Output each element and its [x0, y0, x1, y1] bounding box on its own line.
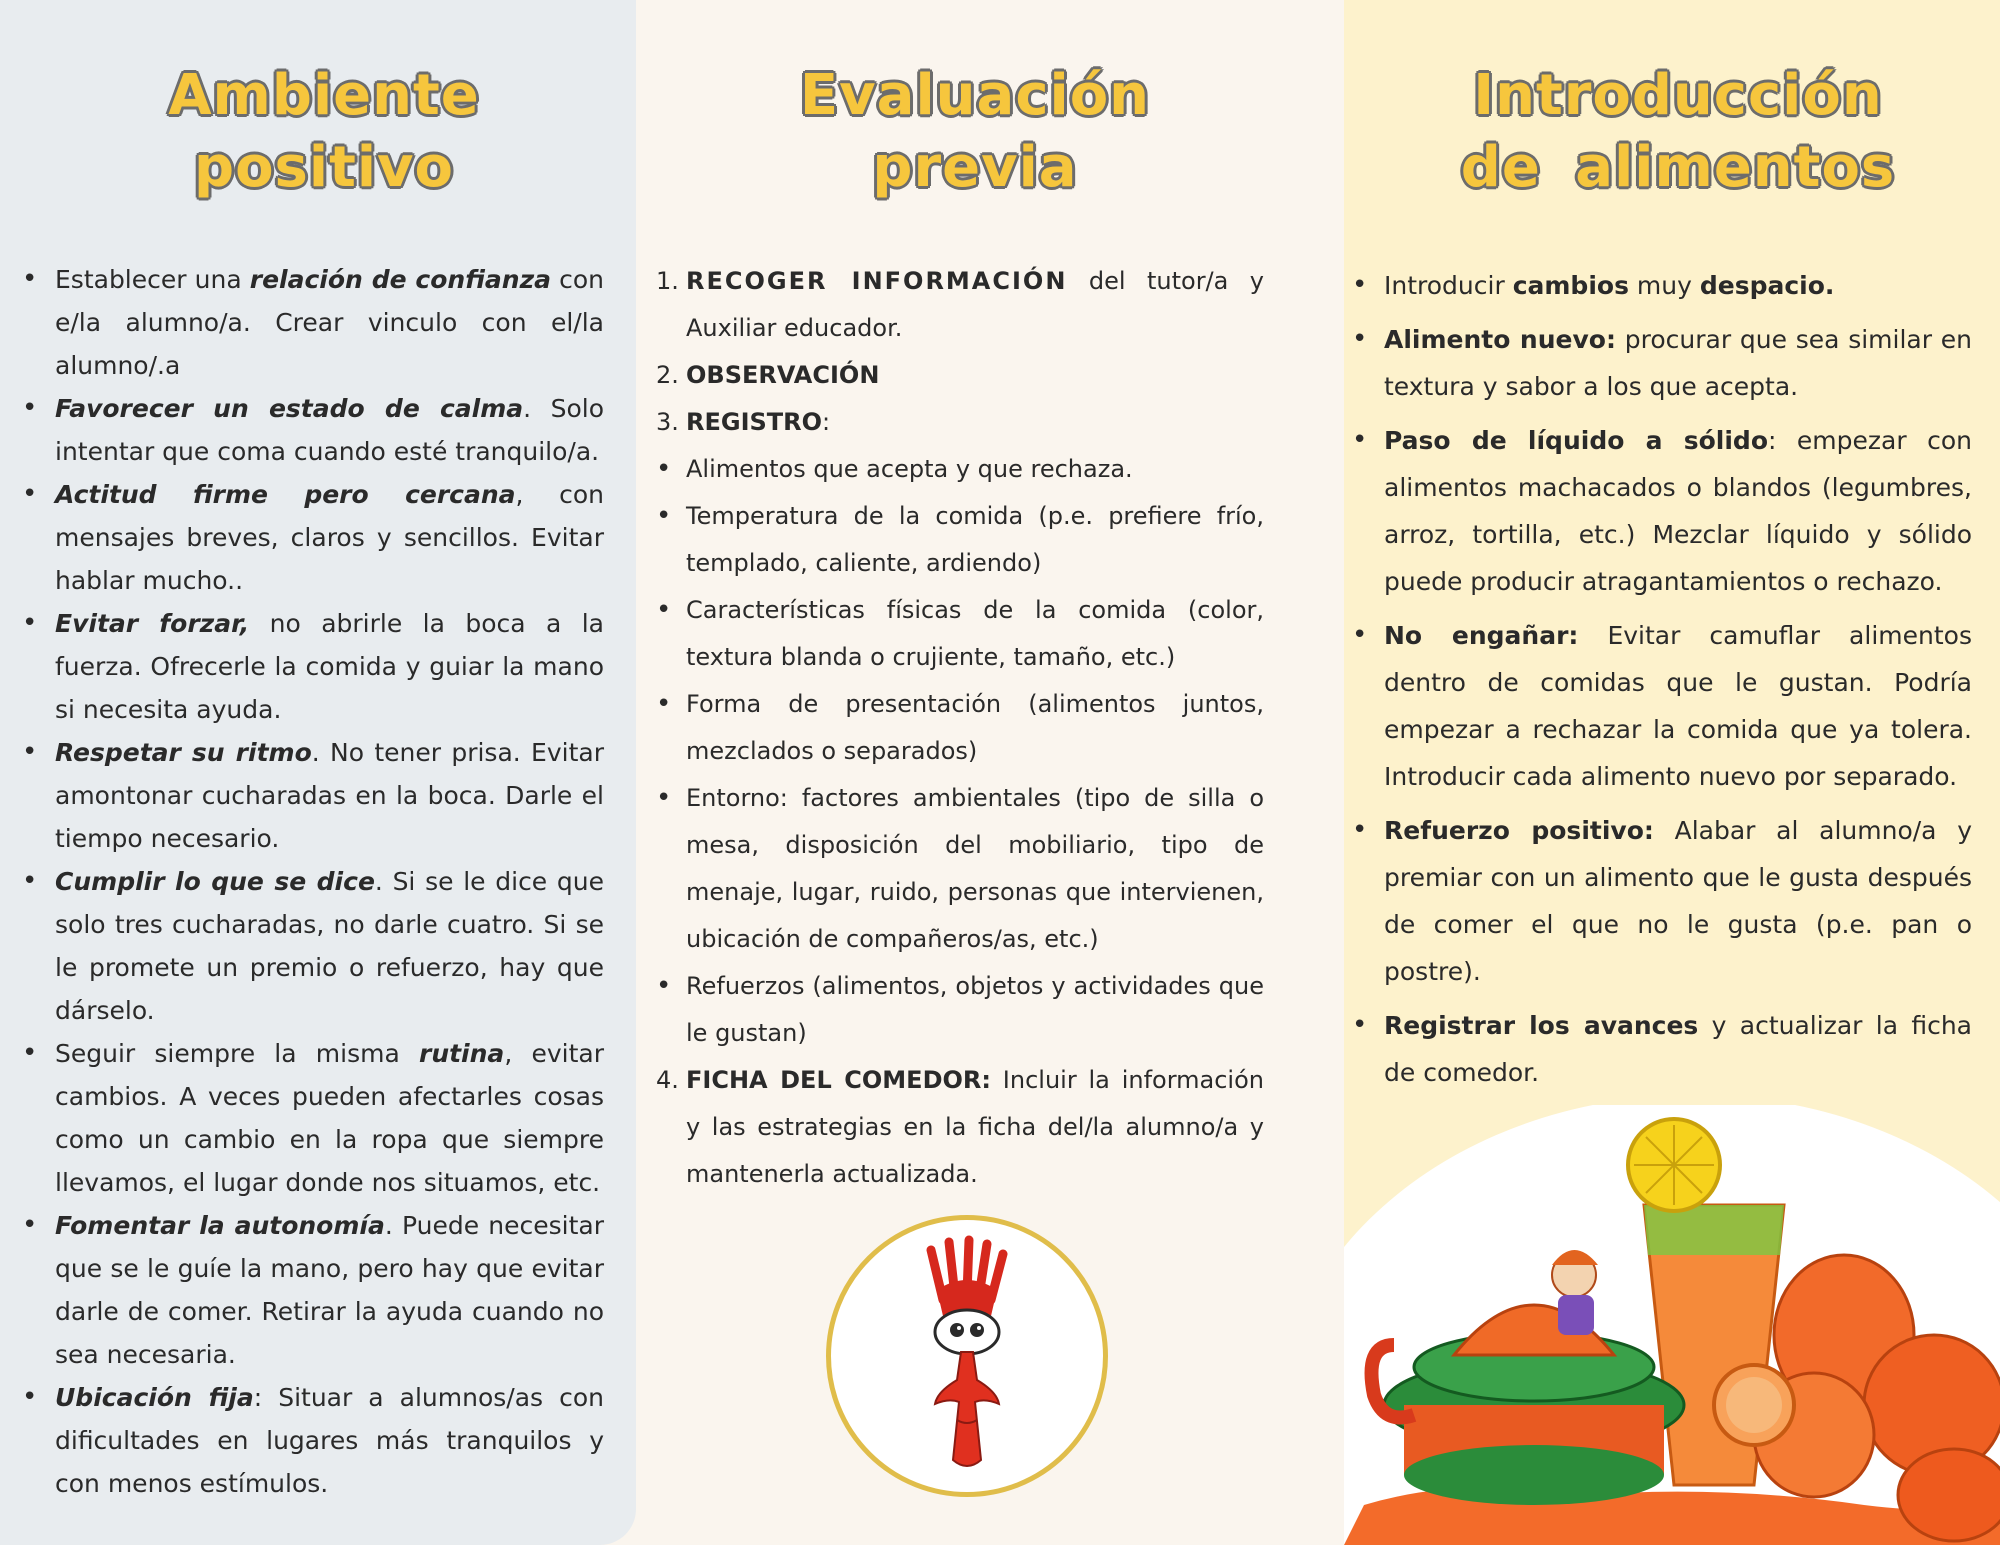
column-title-introduccion: Introducción de alimentos: [1460, 63, 1896, 200]
item-number: 2.: [656, 361, 679, 389]
item-text: Seguir siempre la misma: [55, 1039, 419, 1068]
list-item: [22, 1204, 604, 1376]
item-text: . Si se le dice que solo tres cucharadas, no darle cuatro. Si se le promete un premio o refuerzo, hay que dárselo.: [55, 867, 604, 1025]
juicer-illustration-icon: [1344, 1105, 2000, 1545]
item-text: :: [822, 408, 831, 436]
item-emphasis: Ubicación fija: [55, 1383, 254, 1412]
item-text: , evitar cambios. A veces pueden afectarles cosas como un cambio en la ropa que siempre llevamos, el lugar donde nos situamos, etc.: [55, 1039, 604, 1197]
item-emphasis: Fomentar la autonomía: [55, 1211, 385, 1240]
column-title-ambiente: Ambiente positivo: [168, 63, 480, 200]
list-item: [1352, 417, 1972, 605]
bullet-icon: •: [22, 1038, 38, 1068]
item-text: Incluir la información y las estrategias en la ficha del/la alumno/a y mantenerla actualizada.: [686, 1066, 1264, 1188]
item-emphasis: rutina: [418, 1039, 505, 1068]
bullet-icon: •: [656, 501, 672, 531]
item-text: y actualizar la ficha de comedor.: [1384, 1011, 1972, 1087]
list-item: [22, 1032, 604, 1204]
juicer-oranges-illustration: [1344, 1105, 2000, 1545]
sub-item: [656, 493, 1264, 587]
item-text: . Solo intentar que coma cuando esté tranquilo/a.: [55, 394, 604, 466]
item-heading: OBSERVACIÓN: [686, 361, 880, 389]
list-item: [22, 258, 604, 387]
item-text: Características físicas de la comida (color, textura blanda o crujiente, tamaño, etc.): [686, 596, 1264, 671]
bullet-icon: •: [22, 737, 38, 767]
item-text: Introducir: [1384, 271, 1513, 300]
list-item: [22, 860, 604, 1032]
bullet-icon: •: [1352, 425, 1368, 455]
bullet-icon: •: [22, 866, 38, 896]
item-text: no abrirle la boca a la fuerza. Ofrecerle la comida y guiar la mano si necesita ayuda.: [55, 609, 604, 724]
bullet-icon: •: [656, 689, 672, 719]
sub-item: [656, 775, 1264, 963]
item-emphasis: despacio.: [1699, 271, 1835, 300]
item-text: . Puede necesitar que se le guíe la mano, pero hay que evitar darle de comer. Retirar la ayuda cuando no sea necesaria.: [55, 1211, 604, 1369]
item-text: del tutor/a y Auxiliar educador.: [686, 267, 1264, 342]
item-text: Temperatura de la comida (p.e. prefiere frío, templado, caliente, ardiendo): [686, 502, 1264, 577]
bullet-icon: •: [22, 393, 38, 423]
introduccion-list: [1352, 262, 1973, 1096]
item-emphasis: cambios: [1512, 271, 1629, 300]
item-text: Entorno: factores ambientales (tipo de silla o mesa, disposición del mobiliario, tipo de menaje, lugar, ruido, personas que intervienen, ubicación de compañeros/as, etc.): [686, 784, 1264, 953]
bullet-icon: •: [22, 608, 38, 638]
item-emphasis: Favorecer un estado de calma: [55, 394, 524, 423]
bullet-icon: •: [656, 783, 672, 813]
item-emphasis: Evitar forzar,: [55, 609, 250, 638]
list-item: [22, 602, 604, 731]
list-item: [22, 1376, 604, 1505]
column-title-evaluacion: Evaluación previa: [799, 63, 1151, 200]
bullet-icon: •: [656, 595, 672, 625]
item-number: 4.: [656, 1066, 679, 1094]
item-number: 3.: [656, 408, 679, 436]
numbered-item: [656, 352, 1264, 399]
bullet-icon: •: [22, 1382, 38, 1412]
item-text: Forma de presentación (alimentos juntos, mezclados o separados): [686, 690, 1264, 765]
numbered-item: [656, 399, 1264, 446]
item-text: Refuerzos (alimentos, objetos y actividades que le gustan): [686, 972, 1264, 1047]
item-emphasis: Paso de líquido a sólido: [1384, 426, 1769, 455]
item-text: . No tener prisa. Evitar amontonar cucharadas en la boca. Darle el tiempo necesario.: [55, 738, 604, 853]
item-text: : empezar con alimentos machacados o blandos (legumbres, arroz, tortilla, etc.) Mezclar líquido y sólido puede producir atragantamientos o rechazo.: [1384, 426, 1972, 596]
item-heading: RECOGER INFORMACIÓN: [686, 267, 1068, 295]
sub-item: [656, 681, 1264, 775]
fork-mascot-icon: [831, 1220, 1103, 1492]
list-item: [1352, 807, 1973, 995]
item-heading: REGISTRO: [686, 408, 823, 436]
item-text: , con mensajes breves, claros y sencillos. Evitar hablar mucho..: [55, 480, 604, 595]
bullet-icon: •: [22, 479, 38, 509]
item-emphasis: Respetar su ritmo: [55, 738, 312, 767]
bullet-icon: •: [22, 264, 38, 294]
numbered-item: [656, 258, 1264, 352]
panel-ambiente-positivo: [0, 0, 636, 1545]
bullet-icon: •: [22, 1210, 38, 1240]
item-emphasis: relación de confianza: [249, 265, 551, 294]
item-emphasis: Actitud firme pero cercana: [55, 480, 516, 509]
item-text: Evitar camuflar alimentos dentro de comidas que le gustan. Podría empezar a rechazar la comida que ya tolera. Introducir cada alimento nuevo por separado.: [1384, 621, 1972, 791]
item-emphasis: Refuerzo positivo:: [1384, 816, 1654, 845]
sub-item: [656, 587, 1264, 681]
bullet-icon: •: [1352, 620, 1368, 650]
item-text: muy: [1628, 271, 1700, 300]
list-item: [1352, 262, 1972, 309]
sub-item: [656, 446, 1264, 493]
bullet-icon: •: [656, 454, 672, 484]
item-emphasis: Registrar los avances: [1384, 1011, 1699, 1040]
list-item: [22, 473, 604, 602]
bullet-icon: •: [1352, 324, 1368, 354]
evaluacion-list: [656, 258, 1264, 1198]
item-text: con e/la alumno/a. Crear vinculo con el/la alumno/.a: [55, 265, 604, 380]
bullet-icon: •: [656, 971, 672, 1001]
item-text: : Situar a alumnos/as con dificultades en lugares más tranquilos y con menos estímulos.: [55, 1383, 604, 1498]
item-emphasis: Cumplir lo que se dice: [55, 867, 375, 896]
item-text: Establecer una: [55, 265, 250, 294]
list-item: [22, 731, 604, 860]
fork-mascot-badge: [826, 1215, 1108, 1497]
sub-item: [656, 963, 1264, 1057]
item-emphasis: No engañar:: [1384, 621, 1579, 650]
bullet-icon: •: [1352, 270, 1368, 300]
list-item: [1352, 316, 1973, 410]
item-heading: FICHA DEL COMEDOR:: [686, 1066, 991, 1094]
item-text: Alimentos que acepta y que rechaza.: [686, 455, 1133, 483]
list-item: [1352, 612, 1972, 800]
list-item: [1352, 1002, 1972, 1096]
item-emphasis: Alimento nuevo:: [1384, 325, 1616, 354]
ambiente-list: [22, 258, 604, 1505]
list-item: [22, 387, 604, 473]
item-text: procurar que sea similar en textura y sabor a los que acepta.: [1384, 325, 1973, 401]
numbered-item: [656, 1057, 1264, 1198]
item-number: 1.: [656, 267, 679, 295]
bullet-icon: •: [1352, 1010, 1368, 1040]
bullet-icon: •: [1352, 815, 1368, 845]
item-text: Alabar al alumno/a y premiar con un alimento que le gusta después de comer el que no le gusta (p.e. pan o postre).: [1384, 816, 1973, 986]
